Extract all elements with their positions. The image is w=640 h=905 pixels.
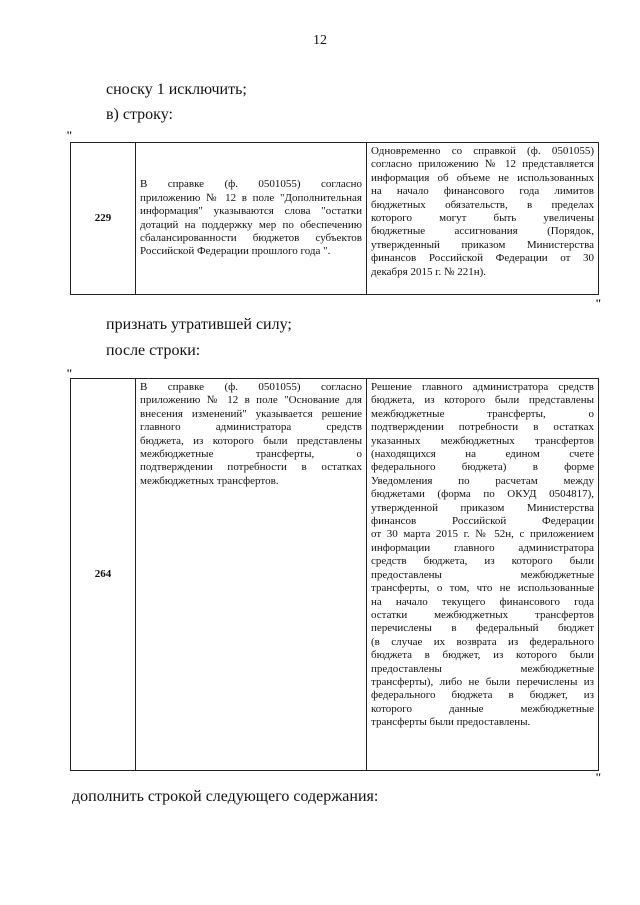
text-line: межбюджетные трансферты, о xyxy=(140,448,362,461)
text-line: предоставлены межбюджетные xyxy=(371,662,594,675)
row-number: 229 xyxy=(71,143,136,295)
page-number: 12 xyxy=(313,33,327,48)
text-line: которого могут быть увеличены xyxy=(371,212,594,225)
text-line: от 30 марта 2015 г. № 52н, с приложением xyxy=(371,528,594,541)
text-line: федерального бюджета) в форме xyxy=(371,461,594,474)
paragraph-row-intro: в) строку: xyxy=(106,106,173,123)
text-line: информации главного администратора xyxy=(371,541,594,554)
text-line: подтверждении потребности в остатках xyxy=(371,421,594,434)
text-line: (находящихся на едином счете xyxy=(371,448,594,461)
new-text-cell xyxy=(367,379,599,771)
text-line: Уведомления по расчетам между xyxy=(371,474,594,487)
text-line: бюджетами (форма по ОКУД 0504817), xyxy=(371,488,594,501)
text-line: В справке (ф. 0501055) согласно xyxy=(140,381,362,393)
text-line: бюджета, из которого были представлены xyxy=(371,394,594,407)
text-line: бюджетных обязательств, в пределах xyxy=(371,198,594,211)
text-line: межбюджетных трансфертов. xyxy=(140,474,279,487)
text-line: на начало текущего финансового года xyxy=(371,595,594,608)
table-row-229 xyxy=(70,142,599,295)
text-line: подтверждении потребности в остатках xyxy=(140,461,362,474)
table-row-264 xyxy=(70,378,599,771)
text-line: бюджета, из которого были представлены xyxy=(140,434,362,447)
text-line: информация об объеме не использованных xyxy=(371,171,594,184)
text-line: бюджетные ассигнования (Порядок, xyxy=(371,225,594,238)
text-line: которого данные межбюджетные xyxy=(371,702,594,715)
close-quote-2: " xyxy=(595,770,602,784)
text-line: Одновременно со справкой (ф. 0501055) xyxy=(371,145,594,157)
text-line: декабря 2015 г. № 221н). xyxy=(371,265,487,278)
text-line: перечислены в федеральный бюджет xyxy=(371,622,594,635)
paragraph-add-row: дополнить строкой следующего содержания: xyxy=(72,788,379,805)
text-line: межбюджетные трансферты, о xyxy=(371,407,594,420)
text-line: Российской Федерации прошлого года ". xyxy=(140,245,331,258)
text-line: приложению № 12 в поле "Дополнительная xyxy=(140,191,362,204)
text-line: согласно приложению № 12 представляется xyxy=(371,158,594,171)
text-line: утвержденный приказом Министерства xyxy=(371,238,594,251)
text-line: сбалансированности бюджетов субъектов xyxy=(140,231,362,244)
text-line: федерального бюджета в бюджет, из xyxy=(371,689,594,702)
open-quote-1: " xyxy=(66,128,73,142)
text-line: на начало финансового года лимитов xyxy=(371,185,594,198)
text-line: средств бюджета, из которого были xyxy=(371,555,594,568)
paragraph-after-row: после строки: xyxy=(106,342,201,359)
close-quote-1: " xyxy=(595,296,602,310)
text-line: трансферты, о том, что не использованные xyxy=(371,582,594,595)
text-line: внесения изменений" указывается решение xyxy=(140,407,362,420)
text-line: информация" указываются слова "остатки xyxy=(140,205,362,218)
text-line: приложению № 12 в поле "Основание для xyxy=(140,394,362,407)
text-line: трансферты были предоставлены. xyxy=(371,716,531,729)
text-line: В справке (ф. 0501055) согласно xyxy=(140,178,362,191)
text-line: предоставлены межбюджетные xyxy=(371,568,594,581)
old-text-cell xyxy=(136,379,367,771)
new-text-cell xyxy=(367,143,599,295)
paragraph-invalidate: признать утратившей силу; xyxy=(106,316,292,333)
text-line: трансферты), либо не были перечислены из xyxy=(371,675,594,688)
open-quote-2: " xyxy=(66,366,73,380)
row-number: 264 xyxy=(71,379,136,771)
text-line: финансов Российской Федерации от 30 xyxy=(371,252,594,265)
text-line: остатки межбюджетных трансфертов xyxy=(371,608,594,621)
text-line: Решение главного администратора средств xyxy=(371,381,594,393)
text-line: дотаций на поддержку мер по обеспечению xyxy=(140,218,362,231)
text-line: указанных межбюджетных трансфертов xyxy=(371,434,594,447)
text-line: бюджета в бюджет, из которого были xyxy=(371,649,594,662)
text-line: главного администратора средств xyxy=(140,421,362,434)
paragraph-footnote-delete: сноску 1 исключить; xyxy=(106,81,247,98)
text-line: утвержденной приказом Министерства xyxy=(371,501,594,514)
text-line: финансов Российской Федерации xyxy=(371,515,594,528)
text-line: (в случае их возврата из федерального xyxy=(371,635,594,648)
old-text-cell xyxy=(136,143,367,295)
